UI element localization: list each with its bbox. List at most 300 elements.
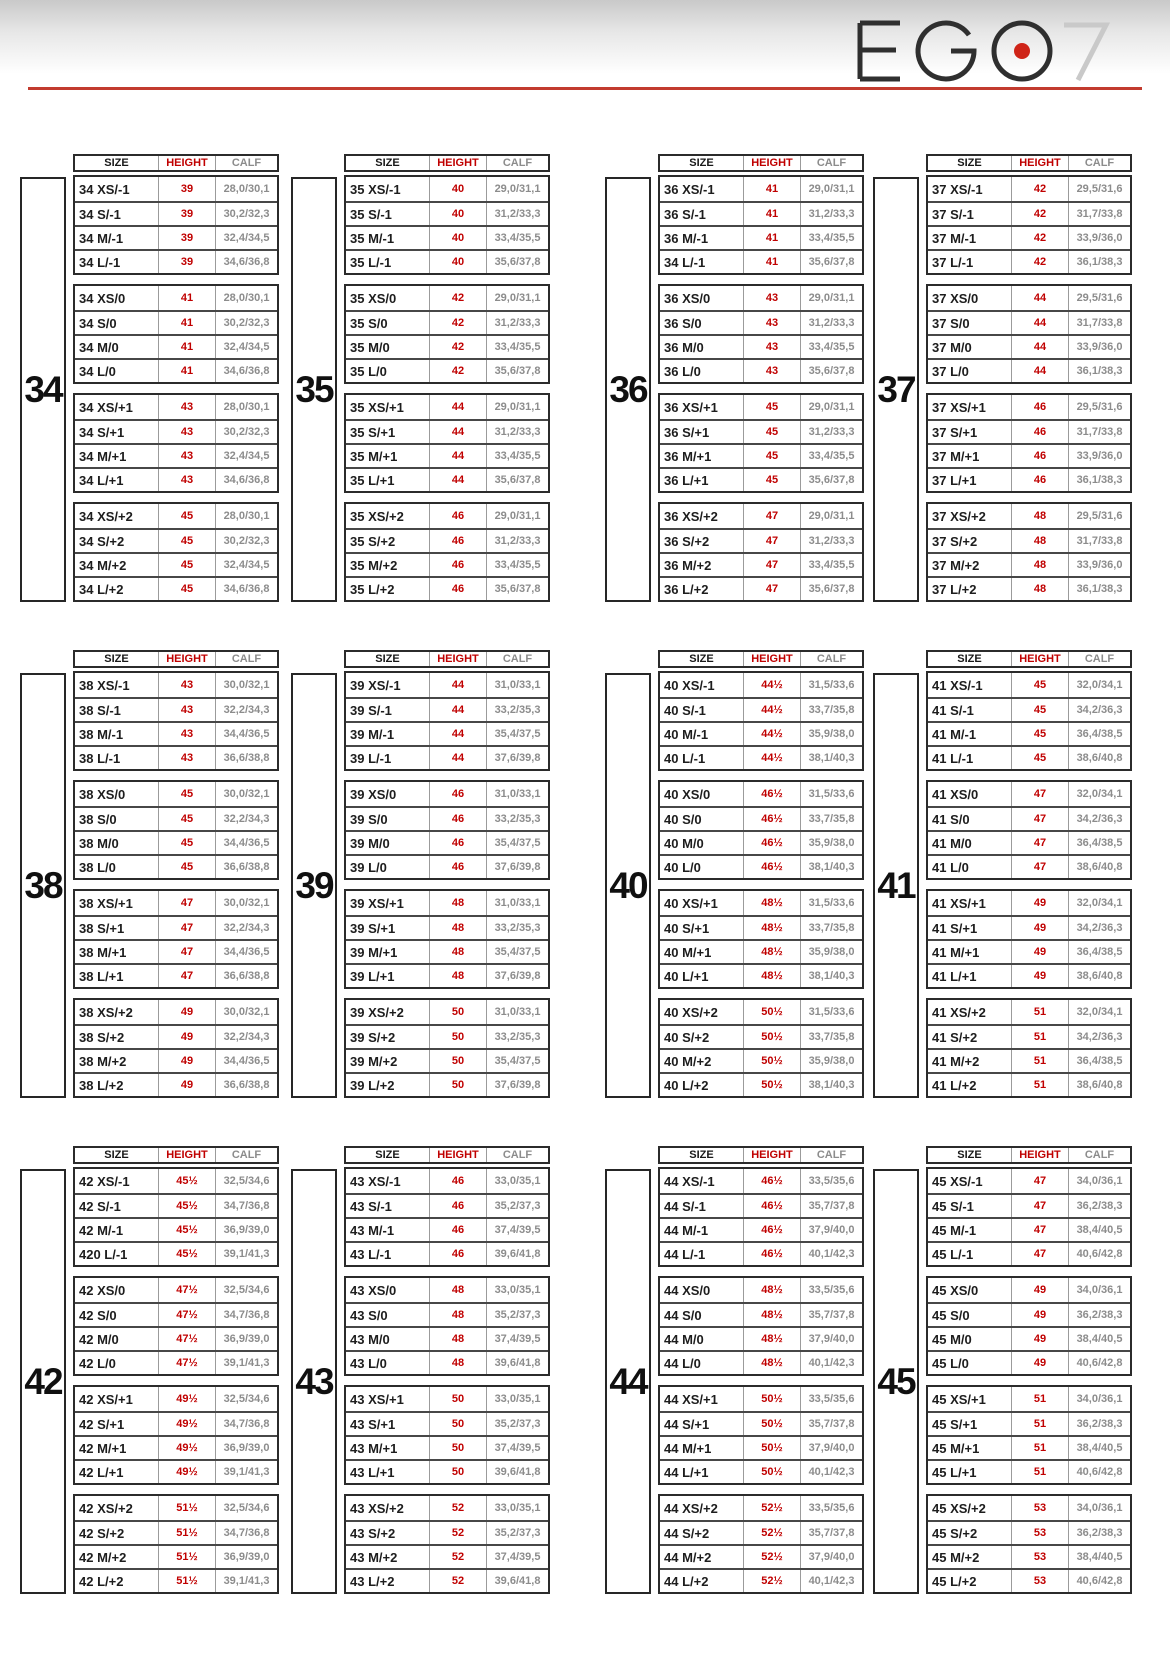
cell-size: 38 L/0 xyxy=(79,859,116,875)
cell-height: 48½ xyxy=(743,965,800,987)
cell-calf: 36,9/39,0 xyxy=(215,1328,277,1350)
table-row xyxy=(660,310,862,334)
cell-calf: 33,9/36,0 xyxy=(1068,227,1130,249)
cell-size: 44 S/0 xyxy=(664,1307,702,1323)
cell-size: 37 S/+2 xyxy=(932,533,978,549)
cell-size: 39 XS/-1 xyxy=(350,677,401,693)
cell-height: 48 xyxy=(1011,554,1068,576)
table-row xyxy=(75,576,277,600)
table-row xyxy=(75,1326,277,1350)
cell-height: 52½ xyxy=(743,1570,800,1592)
cell-height: 46½ xyxy=(743,1195,800,1217)
table-row xyxy=(346,1496,548,1520)
cell-size: 41 XS/-1 xyxy=(932,677,983,693)
cell-height: 48½ xyxy=(743,941,800,963)
size-number-box xyxy=(291,177,337,602)
table-row xyxy=(660,806,862,830)
size-number-box xyxy=(20,177,66,602)
column-header-size: SIZE xyxy=(104,157,129,169)
cell-height: 44 xyxy=(429,445,486,467)
table-row xyxy=(660,1193,862,1217)
cell-height: 45 xyxy=(1011,699,1068,721)
cell-size: 35 XS/+2 xyxy=(350,508,404,524)
cell-size: 44 XS/+1 xyxy=(664,1391,718,1407)
cell-calf: 29,0/31,1 xyxy=(486,395,548,419)
table-row xyxy=(346,504,548,528)
cell-size: 44 L/-1 xyxy=(664,1246,706,1262)
cell-size: 38 S/+1 xyxy=(79,920,125,936)
cell-calf: 36,2/38,3 xyxy=(1068,1522,1130,1544)
cell-size: 34 S/-1 xyxy=(79,206,121,222)
cell-calf: 31,5/33,6 xyxy=(800,673,862,697)
size-group xyxy=(926,502,1132,602)
cell-calf: 40,1/42,3 xyxy=(800,1461,862,1483)
cell-calf: 33,4/35,5 xyxy=(800,445,862,467)
cell-calf: 38,1/40,3 xyxy=(800,1074,862,1096)
table-row xyxy=(928,467,1130,491)
cell-size: 34 XS/0 xyxy=(79,290,126,306)
table-row xyxy=(75,1496,277,1520)
cell-height: 44 xyxy=(429,421,486,443)
cell-height: 50½ xyxy=(743,1387,800,1411)
cell-calf: 32,5/34,6 xyxy=(215,1169,277,1193)
size-number: 41 xyxy=(877,864,915,906)
table-row xyxy=(75,177,277,201)
cell-size: 36 XS/+1 xyxy=(664,399,718,415)
cell-size: 34 XS/+1 xyxy=(79,399,133,415)
table-row xyxy=(660,467,862,491)
cell-height: 43 xyxy=(158,421,215,443)
cell-size: 36 XS/-1 xyxy=(664,181,715,197)
cell-size: 39 XS/+2 xyxy=(350,1004,404,1020)
cell-height: 50 xyxy=(429,1074,486,1096)
table-row xyxy=(75,1387,277,1411)
cell-height: 51 xyxy=(1011,1000,1068,1024)
cell-size: 44 L/0 xyxy=(664,1355,701,1371)
table-row xyxy=(660,552,862,576)
table-row xyxy=(928,1544,1130,1568)
table-header-row xyxy=(658,154,864,172)
cell-size: 43 M/-1 xyxy=(350,1222,395,1238)
table-row xyxy=(660,1072,862,1096)
table-row xyxy=(660,249,862,273)
cell-calf: 30,0/32,1 xyxy=(215,782,277,806)
cell-height: 50 xyxy=(429,1387,486,1411)
size-number: 42 xyxy=(24,1360,62,1402)
cell-size: 45 M/+1 xyxy=(932,1440,980,1456)
size-table xyxy=(344,154,550,602)
table-row xyxy=(346,1072,548,1096)
cell-calf: 36,6/38,8 xyxy=(215,1074,277,1096)
cell-size: 44 L/+1 xyxy=(664,1464,709,1480)
cell-calf: 31,7/33,8 xyxy=(1068,312,1130,334)
cell-calf: 33,4/35,5 xyxy=(486,227,548,249)
table-row xyxy=(928,830,1130,854)
cell-calf: 39,6/41,8 xyxy=(486,1243,548,1265)
cell-calf: 33,7/35,8 xyxy=(800,699,862,721)
cell-height: 46½ xyxy=(743,832,800,854)
cell-height: 51½ xyxy=(158,1546,215,1568)
size-group xyxy=(73,393,279,493)
cell-size: 41 XS/0 xyxy=(932,786,979,802)
table-row xyxy=(660,177,862,201)
cell-calf: 34,0/36,1 xyxy=(1068,1496,1130,1520)
table-row xyxy=(75,1544,277,1568)
column-header-height: HEIGHT xyxy=(429,1148,486,1162)
cell-size: 39 L/+2 xyxy=(350,1077,395,1093)
cell-size: 41 S/+2 xyxy=(932,1029,978,1045)
cell-height: 48 xyxy=(429,1278,486,1302)
cell-height: 48½ xyxy=(743,917,800,939)
cell-height: 46½ xyxy=(743,1243,800,1265)
table-row xyxy=(75,1169,277,1193)
cell-calf: 31,5/33,6 xyxy=(800,782,862,806)
cell-calf: 35,2/37,3 xyxy=(486,1195,548,1217)
cell-height: 45 xyxy=(743,395,800,419)
table-row xyxy=(660,1000,862,1024)
cell-height: 44 xyxy=(429,469,486,491)
cell-height: 49 xyxy=(1011,1352,1068,1374)
cell-calf: 32,5/34,6 xyxy=(215,1496,277,1520)
cell-calf: 29,5/31,6 xyxy=(1068,504,1130,528)
table-header-row xyxy=(344,154,550,172)
cell-calf: 39,6/41,8 xyxy=(486,1570,548,1592)
cell-height: 41 xyxy=(743,227,800,249)
cell-calf: 34,2/36,3 xyxy=(1068,699,1130,721)
cell-size: 38 L/-1 xyxy=(79,750,121,766)
size-group xyxy=(344,671,550,771)
table-row xyxy=(660,745,862,769)
table-header-row xyxy=(344,1146,550,1164)
size-group xyxy=(73,671,279,771)
cell-calf: 36,6/38,8 xyxy=(215,747,277,769)
cell-size: 38 M/-1 xyxy=(79,726,124,742)
cell-size: 36 L/+1 xyxy=(664,472,709,488)
table-row xyxy=(346,1411,548,1435)
size-group xyxy=(926,1494,1132,1594)
table-row xyxy=(928,1217,1130,1241)
cell-calf: 34,4/36,5 xyxy=(215,723,277,745)
cell-height: 47½ xyxy=(158,1278,215,1302)
size-group xyxy=(658,780,864,880)
cell-size: 34 M/+2 xyxy=(79,557,127,573)
cell-size: 35 S/+1 xyxy=(350,424,396,440)
size-block xyxy=(20,154,279,602)
table-row xyxy=(928,1072,1130,1096)
table-row xyxy=(928,854,1130,878)
cell-size: 39 M/0 xyxy=(350,835,390,851)
cell-size: 42 XS/+1 xyxy=(79,1391,133,1407)
table-row xyxy=(346,1520,548,1544)
cell-calf: 33,2/35,3 xyxy=(486,1026,548,1048)
size-block xyxy=(605,154,864,602)
table-row xyxy=(928,201,1130,225)
cell-height: 47 xyxy=(743,554,800,576)
cell-calf: 35,6/37,8 xyxy=(486,469,548,491)
cell-size: 38 XS/+1 xyxy=(79,895,133,911)
cell-calf: 31,0/33,1 xyxy=(486,891,548,915)
cell-calf: 36,2/38,3 xyxy=(1068,1304,1130,1326)
cell-height: 47 xyxy=(158,965,215,987)
cell-calf: 32,2/34,3 xyxy=(215,917,277,939)
cell-height: 49 xyxy=(1011,1328,1068,1350)
cell-calf: 31,2/33,3 xyxy=(486,421,548,443)
cell-height: 46½ xyxy=(743,782,800,806)
table-row xyxy=(660,1217,862,1241)
cell-calf: 31,2/33,3 xyxy=(800,203,862,225)
cell-calf: 33,0/35,1 xyxy=(486,1278,548,1302)
cell-height: 50½ xyxy=(743,1413,800,1435)
cell-size: 42 M/0 xyxy=(79,1331,119,1347)
column-header-height: HEIGHT xyxy=(158,652,215,666)
table-row xyxy=(75,1350,277,1374)
table-header-row xyxy=(344,650,550,668)
size-group xyxy=(926,284,1132,384)
cell-calf: 35,4/37,5 xyxy=(486,723,548,745)
cell-size: 36 S/0 xyxy=(664,315,702,331)
table-row xyxy=(660,334,862,358)
size-table xyxy=(344,650,550,1098)
column-header-height: HEIGHT xyxy=(1011,652,1068,666)
cell-height: 48 xyxy=(429,941,486,963)
size-block xyxy=(873,650,1132,1098)
cell-height: 42 xyxy=(429,336,486,358)
table-row xyxy=(660,225,862,249)
table-row xyxy=(346,310,548,334)
cell-size: 40 M/+2 xyxy=(664,1053,712,1069)
cell-calf: 31,2/33,3 xyxy=(800,421,862,443)
ego7-logo xyxy=(844,16,1132,89)
size-number-box xyxy=(291,673,337,1098)
table-row xyxy=(346,225,548,249)
table-row xyxy=(660,286,862,310)
cell-height: 45 xyxy=(158,782,215,806)
cell-calf: 35,7/37,8 xyxy=(800,1413,862,1435)
cell-calf: 38,6/40,8 xyxy=(1068,1074,1130,1096)
size-block xyxy=(873,1146,1132,1594)
cell-calf: 33,7/35,8 xyxy=(800,917,862,939)
table-row xyxy=(928,443,1130,467)
cell-calf: 31,5/33,6 xyxy=(800,891,862,915)
cell-size: 36 M/0 xyxy=(664,339,704,355)
table-row xyxy=(928,915,1130,939)
table-row xyxy=(660,782,862,806)
cell-height: 49½ xyxy=(158,1387,215,1411)
cell-size: 43 S/0 xyxy=(350,1307,388,1323)
cell-calf: 35,6/37,8 xyxy=(486,578,548,600)
size-group xyxy=(73,1276,279,1376)
table-row xyxy=(346,1048,548,1072)
cell-size: 38 S/0 xyxy=(79,811,117,827)
cell-calf: 38,4/40,5 xyxy=(1068,1328,1130,1350)
size-group xyxy=(344,998,550,1098)
size-group xyxy=(344,284,550,384)
cell-height: 45 xyxy=(1011,673,1068,697)
table-row xyxy=(75,504,277,528)
cell-size: 35 S/-1 xyxy=(350,206,392,222)
column-header-size: SIZE xyxy=(375,653,400,665)
table-row xyxy=(660,1387,862,1411)
cell-size: 40 M/+1 xyxy=(664,944,712,960)
cell-calf: 33,0/35,1 xyxy=(486,1387,548,1411)
cell-calf: 35,9/38,0 xyxy=(800,832,862,854)
cell-height: 45 xyxy=(743,469,800,491)
cell-height: 44 xyxy=(429,673,486,697)
size-block xyxy=(605,1146,864,1594)
cell-calf: 35,4/37,5 xyxy=(486,1050,548,1072)
table-row xyxy=(928,177,1130,201)
cell-height: 46½ xyxy=(743,1219,800,1241)
cell-height: 46½ xyxy=(743,856,800,878)
cell-height: 51 xyxy=(1011,1050,1068,1072)
column-header-height: HEIGHT xyxy=(743,652,800,666)
column-header-size: SIZE xyxy=(104,653,129,665)
table-header-row xyxy=(926,650,1132,668)
cell-calf: 35,6/37,8 xyxy=(486,251,548,273)
cell-calf: 38,1/40,3 xyxy=(800,965,862,987)
logo-letter-g xyxy=(918,23,974,79)
column-header-size: SIZE xyxy=(689,653,714,665)
column-header-calf: CALF xyxy=(215,156,277,170)
cell-height: 49 xyxy=(1011,917,1068,939)
cell-height: 49 xyxy=(1011,941,1068,963)
size-table xyxy=(73,1146,279,1594)
cell-size: 34 L/-1 xyxy=(79,254,121,270)
cell-calf: 39,1/41,3 xyxy=(215,1352,277,1374)
column-header-height: HEIGHT xyxy=(158,156,215,170)
cell-height: 48 xyxy=(429,1352,486,1374)
size-number-box xyxy=(20,673,66,1098)
cell-size: 43 L/+2 xyxy=(350,1573,395,1589)
cell-height: 47 xyxy=(743,578,800,600)
cell-calf: 40,1/42,3 xyxy=(800,1352,862,1374)
cell-size: 40 M/0 xyxy=(664,835,704,851)
table-row xyxy=(346,576,548,600)
size-number: 44 xyxy=(609,1360,647,1402)
cell-calf: 33,9/36,0 xyxy=(1068,336,1130,358)
size-group xyxy=(344,175,550,275)
cell-calf: 36,9/39,0 xyxy=(215,1437,277,1459)
cell-calf: 34,4/36,5 xyxy=(215,832,277,854)
cell-calf: 33,5/35,6 xyxy=(800,1387,862,1411)
cell-calf: 32,0/34,1 xyxy=(1068,891,1130,915)
cell-size: 39 L/+1 xyxy=(350,968,395,984)
cell-calf: 35,9/38,0 xyxy=(800,723,862,745)
table-row xyxy=(928,963,1130,987)
cell-height: 41 xyxy=(743,177,800,201)
cell-size: 45 XS/0 xyxy=(932,1282,979,1298)
cell-height: 53 xyxy=(1011,1496,1068,1520)
cell-calf: 39,1/41,3 xyxy=(215,1461,277,1483)
cell-size: 37 XS/+2 xyxy=(932,508,986,524)
cell-size: 38 XS/0 xyxy=(79,786,126,802)
size-block xyxy=(20,650,279,1098)
cell-height: 48½ xyxy=(743,1278,800,1302)
cell-height: 45 xyxy=(158,832,215,854)
size-group xyxy=(926,1167,1132,1267)
table-row xyxy=(346,745,548,769)
column-header-height: HEIGHT xyxy=(429,652,486,666)
column-header-calf: CALF xyxy=(800,652,862,666)
size-group xyxy=(344,1276,550,1376)
cell-calf: 30,2/32,3 xyxy=(215,203,277,225)
cell-calf: 33,7/35,8 xyxy=(800,1026,862,1048)
cell-height: 48½ xyxy=(743,1304,800,1326)
table-header-row xyxy=(926,154,1132,172)
cell-calf: 29,5/31,6 xyxy=(1068,395,1130,419)
cell-height: 45 xyxy=(158,578,215,600)
table-row xyxy=(660,1241,862,1265)
cell-height: 53 xyxy=(1011,1570,1068,1592)
cell-calf: 37,4/39,5 xyxy=(486,1437,548,1459)
cell-height: 53 xyxy=(1011,1522,1068,1544)
size-table xyxy=(926,650,1132,1098)
table-row xyxy=(346,854,548,878)
cell-height: 46 xyxy=(1011,469,1068,491)
cell-height: 50½ xyxy=(743,1000,800,1024)
table-row xyxy=(346,1544,548,1568)
size-group xyxy=(73,175,279,275)
table-row xyxy=(928,358,1130,382)
size-number: 36 xyxy=(609,368,647,410)
size-number-box xyxy=(20,1169,66,1594)
cell-height: 47 xyxy=(1011,1243,1068,1265)
cell-size: 36 XS/+2 xyxy=(664,508,718,524)
size-group xyxy=(344,889,550,989)
table-row xyxy=(75,1000,277,1024)
cell-size: 41 M/+1 xyxy=(932,944,980,960)
cell-height: 41 xyxy=(158,360,215,382)
table-row xyxy=(346,1278,548,1302)
cell-height: 48 xyxy=(1011,578,1068,600)
cell-height: 50½ xyxy=(743,1074,800,1096)
size-group xyxy=(926,1276,1132,1376)
cell-calf: 38,6/40,8 xyxy=(1068,856,1130,878)
cell-size: 35 S/0 xyxy=(350,315,388,331)
column-header-calf: CALF xyxy=(800,1148,862,1162)
cell-calf: 34,6/36,8 xyxy=(215,251,277,273)
size-group xyxy=(344,502,550,602)
cell-size: 42 L/0 xyxy=(79,1355,116,1371)
cell-size: 39 L/-1 xyxy=(350,750,392,766)
size-number-box xyxy=(873,1169,919,1594)
table-row xyxy=(660,1326,862,1350)
table-row xyxy=(346,419,548,443)
cell-size: 34 L/0 xyxy=(79,363,116,379)
table-row xyxy=(928,310,1130,334)
cell-size: 42 XS/-1 xyxy=(79,1173,130,1189)
cell-height: 43 xyxy=(158,445,215,467)
cell-size: 44 L/+2 xyxy=(664,1573,709,1589)
cell-height: 48½ xyxy=(743,1328,800,1350)
table-row xyxy=(660,443,862,467)
column-header-height: HEIGHT xyxy=(1011,156,1068,170)
cell-size: 37 M/-1 xyxy=(932,230,977,246)
column-header-calf: CALF xyxy=(1068,156,1130,170)
cell-height: 47 xyxy=(1011,1169,1068,1193)
cell-height: 41 xyxy=(158,336,215,358)
cell-height: 50 xyxy=(429,1461,486,1483)
table-row xyxy=(346,395,548,419)
cell-height: 44½ xyxy=(743,723,800,745)
table-row xyxy=(75,963,277,987)
cell-height: 49 xyxy=(158,1026,215,1048)
cell-calf: 31,2/33,3 xyxy=(486,312,548,334)
column-header-size: SIZE xyxy=(689,1149,714,1161)
cell-calf: 31,0/33,1 xyxy=(486,1000,548,1024)
cell-calf: 37,9/40,0 xyxy=(800,1328,862,1350)
cell-size: 38 L/+2 xyxy=(79,1077,124,1093)
